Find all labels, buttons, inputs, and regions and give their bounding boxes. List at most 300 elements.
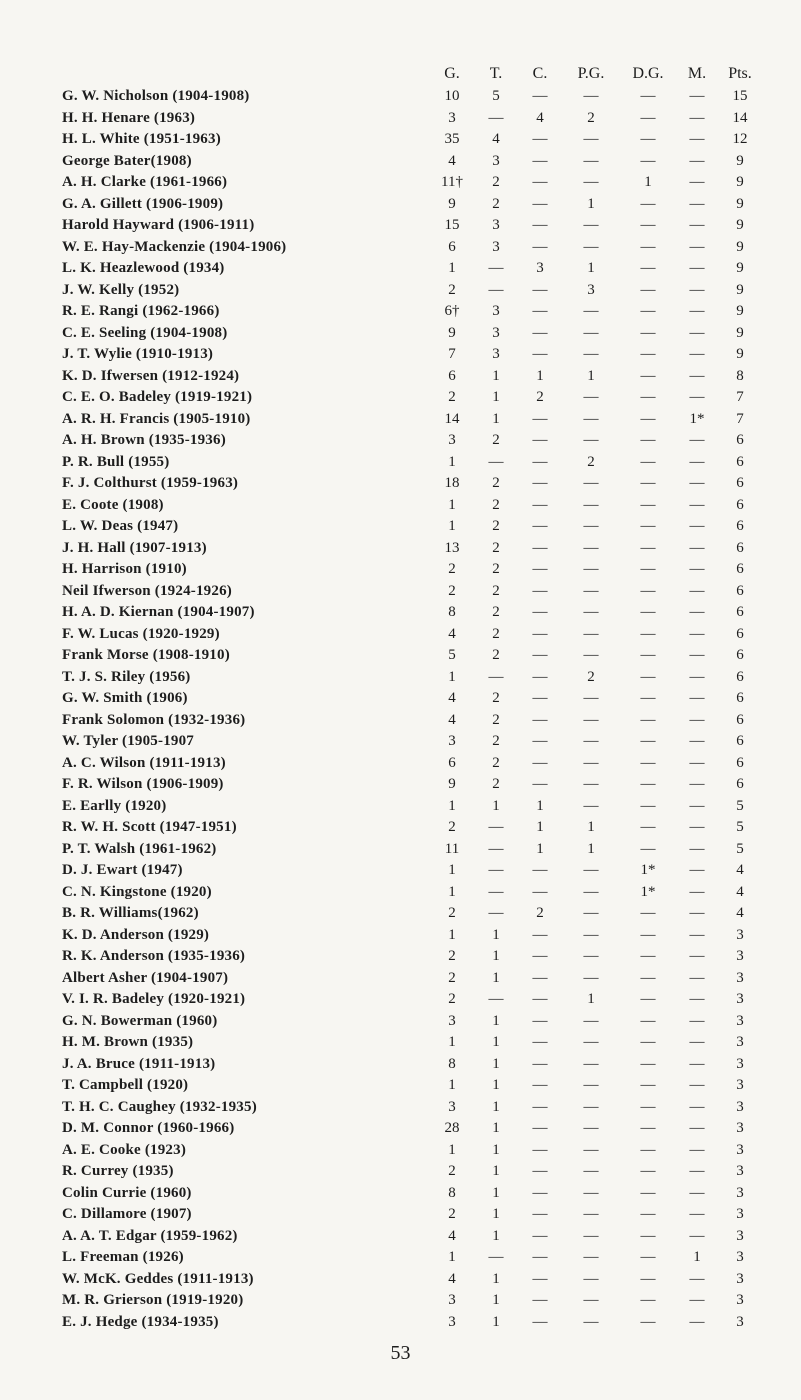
table-row <box>62 602 762 624</box>
marks-cell: — <box>689 518 705 534</box>
player-name: Neil Ifwerson (1924-1926) <box>62 582 232 599</box>
marks-cell: 1* <box>689 410 705 427</box>
marks-cell: — <box>689 217 705 233</box>
player-name: E. J. Hedge (1934-1935) <box>62 1313 219 1330</box>
tries-cell: 1 <box>492 969 500 986</box>
penalty-goals-cell: — <box>583 1227 599 1244</box>
marks-cell: — <box>689 582 705 599</box>
conversions-cell: — <box>532 948 548 964</box>
player-name: G. N. Bowerman (1960) <box>62 1012 218 1029</box>
drop-goals-cell: — <box>640 367 656 384</box>
tries-cell: — <box>488 668 504 685</box>
points-cell: 5 <box>736 797 744 814</box>
conversions-cell: — <box>532 776 548 792</box>
drop-goals-cell: — <box>640 1184 656 1201</box>
penalty-goals-cell: — <box>583 1292 599 1308</box>
points-cell: 9 <box>736 195 744 212</box>
points-cell: 3 <box>736 1034 744 1050</box>
penalty-goals-cell: — <box>583 604 599 620</box>
penalty-goals-cell: 1 <box>587 819 595 835</box>
games-cell: 2 <box>448 905 456 921</box>
table-row <box>62 1204 762 1226</box>
player-name: H. H. Henare (1963) <box>62 109 196 126</box>
table-row <box>62 1247 762 1269</box>
marks-cell: — <box>689 561 705 577</box>
table-row <box>62 194 762 216</box>
table-row <box>62 129 762 151</box>
penalty-goals-cell: 2 <box>587 668 595 685</box>
games-cell: 6 <box>448 754 456 771</box>
conversions-cell: — <box>532 346 548 362</box>
drop-goals-cell: — <box>640 948 656 964</box>
tries-cell: 2 <box>492 539 500 556</box>
points-cell: 9 <box>736 260 744 276</box>
player-name: H. M. Brown (1935) <box>62 1034 194 1050</box>
table-row <box>62 839 762 861</box>
drop-goals-cell: — <box>640 1077 656 1093</box>
games-cell: 1 <box>448 1034 456 1050</box>
player-name: W. E. Hay-Mackenzie (1904-1906) <box>62 238 287 255</box>
games-cell: 11 <box>444 840 460 857</box>
table-row <box>62 1054 762 1076</box>
player-name: T. H. C. Caughey (1932-1935) <box>62 1098 257 1115</box>
tries-cell: 2 <box>492 174 500 190</box>
drop-goals-cell: — <box>640 131 656 147</box>
games-cell: 28 <box>444 1120 460 1136</box>
conversions-cell: — <box>532 1206 548 1222</box>
points-cell: 6 <box>736 604 744 620</box>
games-cell: 2 <box>448 969 456 986</box>
table-row <box>62 86 762 108</box>
player-name: D. M. Connor (1960-1966) <box>62 1120 235 1136</box>
games-cell: 1 <box>448 797 456 814</box>
table-row <box>62 280 762 302</box>
drop-goals-cell: — <box>640 152 656 169</box>
drop-goals-cell: — <box>640 346 656 362</box>
games-cell: 3 <box>448 1313 456 1330</box>
penalty-goals-cell: — <box>583 905 599 921</box>
marks-cell: — <box>689 1313 705 1330</box>
penalty-goals-cell: — <box>583 1120 599 1136</box>
penalty-goals-cell: — <box>583 1184 599 1201</box>
drop-goals-cell: — <box>640 690 656 706</box>
games-cell: 1 <box>448 453 456 470</box>
penalty-goals-cell: — <box>583 88 599 104</box>
drop-goals-cell: — <box>640 926 656 943</box>
player-name: E. Earlly (1920) <box>62 797 167 814</box>
tries-cell: 2 <box>492 625 500 642</box>
drop-goals-cell: — <box>640 625 656 642</box>
penalty-goals-cell: — <box>583 1141 599 1158</box>
drop-goals-cell: — <box>640 819 656 835</box>
player-name: Frank Solomon (1932-1936) <box>62 711 246 728</box>
player-name: V. I. R. Badeley (1920-1921) <box>62 991 246 1007</box>
conversions-cell: — <box>532 518 548 534</box>
tries-cell: 1 <box>492 1077 500 1093</box>
points-cell: 6 <box>736 496 744 513</box>
conversions-cell: 2 <box>536 389 544 405</box>
games-cell: 6 <box>448 367 456 384</box>
table-row <box>62 581 762 603</box>
tries-cell: 1 <box>492 1227 500 1244</box>
tries-cell: 1 <box>492 367 500 384</box>
games-cell: 6† <box>444 303 460 319</box>
games-cell: 1 <box>448 260 456 276</box>
drop-goals-cell: — <box>640 88 656 104</box>
penalty-goals-cell: 1 <box>587 195 595 212</box>
conversions-cell: — <box>532 1141 548 1158</box>
points-cell: 9 <box>736 303 744 319</box>
player-name: G. W. Smith (1906) <box>62 690 188 706</box>
conversions-cell: — <box>532 539 548 556</box>
tries-cell: — <box>488 905 504 921</box>
player-name: M. R. Grierson (1919-1920) <box>62 1292 244 1308</box>
conversions-cell: 1 <box>536 840 544 857</box>
conversions-cell: — <box>532 582 548 599</box>
player-name: Frank Morse (1908-1910) <box>62 647 230 663</box>
drop-goals-cell: 1* <box>640 862 656 878</box>
conversions-cell: — <box>532 926 548 943</box>
drop-goals-cell: — <box>640 561 656 577</box>
marks-cell: — <box>689 346 705 362</box>
player-name: R. Currey (1935) <box>62 1163 174 1179</box>
points-cell: 4 <box>736 862 744 878</box>
player-name: R. K. Anderson (1935-1936) <box>62 948 246 964</box>
drop-goals-cell: — <box>640 1012 656 1029</box>
penalty-goals-cell: — <box>583 582 599 599</box>
games-cell: 8 <box>448 1184 456 1201</box>
marks-cell: — <box>689 1141 705 1158</box>
tries-cell: 2 <box>492 518 500 534</box>
tries-cell: — <box>488 1249 504 1265</box>
games-cell: 3 <box>448 1292 456 1308</box>
drop-goals-cell: — <box>640 281 656 298</box>
tries-cell: 3 <box>492 238 500 255</box>
conversions-cell: — <box>532 1120 548 1136</box>
games-cell: 7 <box>448 346 456 362</box>
drop-goals-cell: — <box>640 1227 656 1244</box>
drop-goals-cell: — <box>640 1098 656 1115</box>
penalty-goals-cell: — <box>583 1313 599 1330</box>
penalty-goals-cell: — <box>583 733 599 749</box>
drop-goals-cell: — <box>640 840 656 857</box>
tries-cell: 2 <box>492 754 500 771</box>
games-cell: 2 <box>448 948 456 964</box>
table-row <box>62 946 762 968</box>
conversions-cell: — <box>532 88 548 104</box>
player-name: A. E. Cooke (1923) <box>62 1141 187 1158</box>
drop-goals-cell: — <box>640 195 656 212</box>
conversions-cell: 1 <box>536 797 544 814</box>
player-name: C. Dillamore (1907) <box>62 1206 192 1222</box>
conversions-cell: — <box>532 410 548 427</box>
marks-cell: — <box>689 238 705 255</box>
tries-cell: 2 <box>492 195 500 212</box>
marks-cell: — <box>689 324 705 341</box>
games-cell: 1 <box>448 1141 456 1158</box>
games-cell: 3 <box>448 432 456 448</box>
points-cell: 3 <box>736 991 744 1007</box>
marks-cell: — <box>689 776 705 792</box>
player-name: E. Coote (1908) <box>62 496 164 513</box>
penalty-goals-cell: — <box>583 1012 599 1029</box>
marks-cell: — <box>689 88 705 104</box>
games-cell: 9 <box>448 324 456 341</box>
penalty-goals-cell: 1 <box>587 991 595 1007</box>
player-name: H. Harrison (1910) <box>62 561 187 577</box>
games-cell: 4 <box>448 711 456 728</box>
player-name: A. C. Wilson (1911-1913) <box>62 754 226 771</box>
tries-cell: — <box>488 109 504 126</box>
points-cell: 6 <box>736 647 744 663</box>
header-marks: M. <box>687 65 707 83</box>
penalty-goals-cell: — <box>583 346 599 362</box>
table-row <box>62 344 762 366</box>
marks-cell: — <box>689 819 705 835</box>
points-cell: 3 <box>736 1120 744 1136</box>
tries-cell: 1 <box>492 1292 500 1308</box>
drop-goals-cell: — <box>640 389 656 405</box>
table-row <box>62 452 762 474</box>
penalty-goals-cell: 3 <box>587 281 595 298</box>
games-cell: 3 <box>448 109 456 126</box>
points-cell: 14 <box>732 109 748 126</box>
points-cell: 9 <box>736 217 744 233</box>
conversions-cell: — <box>532 1055 548 1072</box>
marks-cell: — <box>689 690 705 706</box>
player-name: P. T. Walsh (1961-1962) <box>62 840 217 857</box>
tries-cell: 1 <box>492 1098 500 1115</box>
penalty-goals-cell: — <box>583 1163 599 1179</box>
conversions-cell: — <box>532 647 548 663</box>
table-row <box>62 473 762 495</box>
conversions-cell: — <box>532 754 548 771</box>
marks-cell: — <box>689 1120 705 1136</box>
marks-cell: — <box>689 1163 705 1179</box>
games-cell: 1 <box>448 1249 456 1265</box>
points-cell: 3 <box>736 1292 744 1308</box>
conversions-cell: — <box>532 1012 548 1029</box>
points-cell: 3 <box>736 969 744 986</box>
conversions-cell: — <box>532 1249 548 1265</box>
penalty-goals-cell: 2 <box>587 453 595 470</box>
tries-cell: — <box>488 260 504 276</box>
drop-goals-cell: — <box>640 1292 656 1308</box>
marks-cell: — <box>689 303 705 319</box>
points-cell: 6 <box>736 453 744 470</box>
penalty-goals-cell: — <box>583 389 599 405</box>
table-row <box>62 258 762 280</box>
marks-cell: — <box>689 152 705 169</box>
table-row <box>62 215 762 237</box>
penalty-goals-cell: — <box>583 1270 599 1287</box>
penalty-goals-cell: — <box>583 797 599 814</box>
games-cell: 1 <box>448 496 456 513</box>
marks-cell: — <box>689 1034 705 1050</box>
drop-goals-cell: — <box>640 754 656 771</box>
penalty-goals-cell: — <box>583 690 599 706</box>
table-row <box>62 1290 762 1312</box>
drop-goals-cell: — <box>640 109 656 126</box>
table-row <box>62 1097 762 1119</box>
marks-cell: — <box>689 1292 705 1308</box>
conversions-cell: — <box>532 1184 548 1201</box>
page-number: 53 <box>390 1342 411 1364</box>
tries-cell: 3 <box>492 324 500 341</box>
table-row <box>62 151 762 173</box>
marks-cell: — <box>689 1270 705 1287</box>
conversions-cell: — <box>532 303 548 319</box>
points-cell: 6 <box>736 561 744 577</box>
marks-cell: — <box>689 905 705 921</box>
drop-goals-cell: — <box>640 969 656 986</box>
penalty-goals-cell: — <box>583 324 599 341</box>
player-name: K. D. Anderson (1929) <box>62 926 210 943</box>
penalty-goals-cell: — <box>583 1034 599 1050</box>
drop-goals-cell: — <box>640 238 656 255</box>
tries-cell: 3 <box>492 346 500 362</box>
drop-goals-cell: — <box>640 303 656 319</box>
player-scoring-table <box>62 62 762 1333</box>
marks-cell: — <box>689 131 705 147</box>
tries-cell: 2 <box>492 733 500 749</box>
conversions-cell: — <box>532 195 548 212</box>
points-cell: 6 <box>736 776 744 792</box>
marks-cell: — <box>689 668 705 685</box>
conversions-cell: — <box>532 475 548 491</box>
marks-cell: — <box>689 1077 705 1093</box>
penalty-goals-cell: 1 <box>587 260 595 276</box>
player-name: J. H. Hall (1907-1913) <box>62 539 207 556</box>
tries-cell: — <box>488 819 504 835</box>
drop-goals-cell: — <box>640 1034 656 1050</box>
conversions-cell: — <box>532 238 548 255</box>
marks-cell: — <box>689 797 705 814</box>
table-row <box>62 409 762 431</box>
drop-goals-cell: — <box>640 668 656 685</box>
tries-cell: 2 <box>492 711 500 728</box>
conversions-cell: — <box>532 432 548 448</box>
points-cell: 4 <box>736 883 744 900</box>
tries-cell: 1 <box>492 948 500 964</box>
tries-cell: 3 <box>492 152 500 169</box>
tries-cell: 1 <box>492 1270 500 1287</box>
points-cell: 6 <box>736 518 744 534</box>
table-row <box>62 688 762 710</box>
table-row <box>62 1011 762 1033</box>
drop-goals-cell: — <box>640 496 656 513</box>
games-cell: 4 <box>448 1227 456 1244</box>
table-row <box>62 989 762 1011</box>
player-name: J. A. Bruce (1911-1913) <box>62 1055 216 1072</box>
points-cell: 6 <box>736 711 744 728</box>
player-name: J. T. Wylie (1910-1913) <box>62 346 214 362</box>
conversions-cell: — <box>532 668 548 685</box>
conversions-cell: — <box>532 324 548 341</box>
penalty-goals-cell: — <box>583 131 599 147</box>
player-name: D. J. Ewart (1947) <box>62 862 183 878</box>
games-cell: 3 <box>448 733 456 749</box>
marks-cell: — <box>689 1227 705 1244</box>
games-cell: 2 <box>448 389 456 405</box>
conversions-cell: — <box>532 152 548 169</box>
table-row <box>62 624 762 646</box>
drop-goals-cell: — <box>640 647 656 663</box>
games-cell: 4 <box>448 152 456 169</box>
tries-cell: 1 <box>492 1055 500 1072</box>
player-name: H. A. D. Kiernan (1904-1907) <box>62 604 255 620</box>
marks-cell: — <box>689 195 705 212</box>
marks-cell: — <box>689 539 705 556</box>
conversions-cell: — <box>532 969 548 986</box>
table-header-row <box>62 62 762 86</box>
marks-cell: — <box>689 389 705 405</box>
table-row <box>62 1075 762 1097</box>
games-cell: 3 <box>448 1012 456 1029</box>
conversions-cell: — <box>532 690 548 706</box>
player-name: C. E. Seeling (1904-1908) <box>62 324 228 341</box>
penalty-goals-cell: — <box>583 1098 599 1115</box>
marks-cell: — <box>689 733 705 749</box>
tries-cell: 2 <box>492 604 500 620</box>
marks-cell: — <box>689 1012 705 1029</box>
header-name <box>62 62 430 86</box>
games-cell: 2 <box>448 819 456 835</box>
marks-cell: — <box>689 647 705 663</box>
drop-goals-cell: — <box>640 582 656 599</box>
penalty-goals-cell: — <box>583 862 599 878</box>
points-cell: 6 <box>736 668 744 685</box>
marks-cell: — <box>689 475 705 491</box>
penalty-goals-cell: — <box>583 152 599 169</box>
table-row <box>62 753 762 775</box>
conversions-cell: — <box>532 1292 548 1308</box>
table-row <box>62 387 762 409</box>
header-penalty-goals: P.G. <box>577 65 605 83</box>
player-name: H. L. White (1951-1963) <box>62 131 221 147</box>
table-row <box>62 1118 762 1140</box>
points-cell: 9 <box>736 238 744 255</box>
points-cell: 3 <box>736 1055 744 1072</box>
games-cell: 14 <box>444 410 460 427</box>
penalty-goals-cell: 1 <box>587 840 595 857</box>
conversions-cell: — <box>532 174 548 190</box>
table-row <box>62 817 762 839</box>
table-row <box>62 1312 762 1334</box>
marks-cell: — <box>689 174 705 190</box>
table-row <box>62 538 762 560</box>
player-name: L. Freeman (1926) <box>62 1249 184 1265</box>
points-cell: 3 <box>736 1012 744 1029</box>
points-cell: 6 <box>736 475 744 491</box>
tries-cell: 2 <box>492 582 500 599</box>
marks-cell: — <box>689 625 705 642</box>
marks-cell: — <box>689 926 705 943</box>
table-row <box>62 108 762 130</box>
games-cell: 1 <box>448 1077 456 1093</box>
points-cell: 6 <box>736 582 744 599</box>
penalty-goals-cell: — <box>583 754 599 771</box>
marks-cell: — <box>689 883 705 900</box>
drop-goals-cell: — <box>640 518 656 534</box>
games-cell: 2 <box>448 1206 456 1222</box>
marks-cell: — <box>689 948 705 964</box>
player-name: F. W. Lucas (1920-1929) <box>62 625 220 642</box>
player-name: B. R. Williams(1962) <box>62 905 199 921</box>
player-name: Harold Hayward (1906-1911) <box>62 217 255 233</box>
conversions-cell: — <box>532 1313 548 1330</box>
player-name: W. McK. Geddes (1911-1913) <box>62 1270 254 1287</box>
